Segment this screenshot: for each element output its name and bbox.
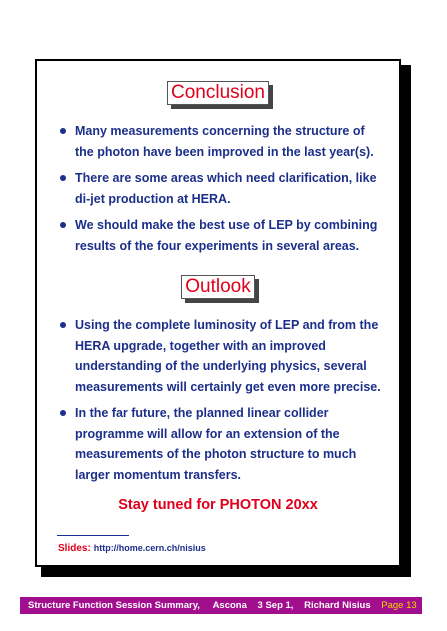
bullet-icon [60, 322, 66, 328]
list-item [58, 168, 383, 209]
slides-label: Slides: [58, 543, 91, 554]
bullet-icon [60, 175, 66, 181]
closing-text: Stay tuned for PHOTON 20xx [118, 497, 318, 513]
conclusion-heading-wrap [37, 81, 399, 105]
list-item-text: Using the complete luminosity of LEP and from the HERA upgrade, together with an improved understanding of the underlying physics, several measurements will certainly get even more precise. [75, 318, 381, 394]
slide-frame [35, 59, 401, 567]
list-item-text: We should make the best use of LEP by combining results of the four experiments in several areas. [75, 218, 378, 253]
list-item [58, 215, 383, 256]
footer-bar [20, 597, 422, 614]
footer-author: Richard Nisius [304, 600, 371, 611]
divider [57, 535, 129, 536]
outlook-heading-wrap [37, 275, 399, 299]
slides-link[interactable]: http://home.cern.ch/nisius [93, 543, 206, 553]
list-item-text: Many measurements concerning the structure of the photon have been improved in the last year(s). [75, 124, 374, 159]
footer-title: Structure Function Session Summary, [28, 600, 200, 611]
outlook-heading: Outlook [181, 275, 254, 299]
list-item [58, 315, 383, 397]
footer-date: 3 Sep 1, [257, 600, 294, 611]
bullet-icon [60, 410, 66, 416]
bullet-icon [60, 222, 66, 228]
list-item-text: In the far future, the planned linear collider programme will allow for an extension of the measurements of the photon structure to much larger momentum transfers. [75, 406, 357, 482]
list-item [58, 121, 383, 162]
outlook-list [58, 315, 383, 491]
page-number: Page 13 [381, 600, 417, 611]
slides-line [58, 543, 206, 554]
list-item [58, 403, 383, 485]
bullet-icon [60, 128, 66, 134]
conclusion-list [58, 121, 383, 262]
list-item-text: There are some areas which need clarification, like di-jet production at HERA. [75, 171, 377, 206]
footer-place: Ascona [212, 600, 247, 611]
conclusion-heading: Conclusion [167, 81, 269, 105]
